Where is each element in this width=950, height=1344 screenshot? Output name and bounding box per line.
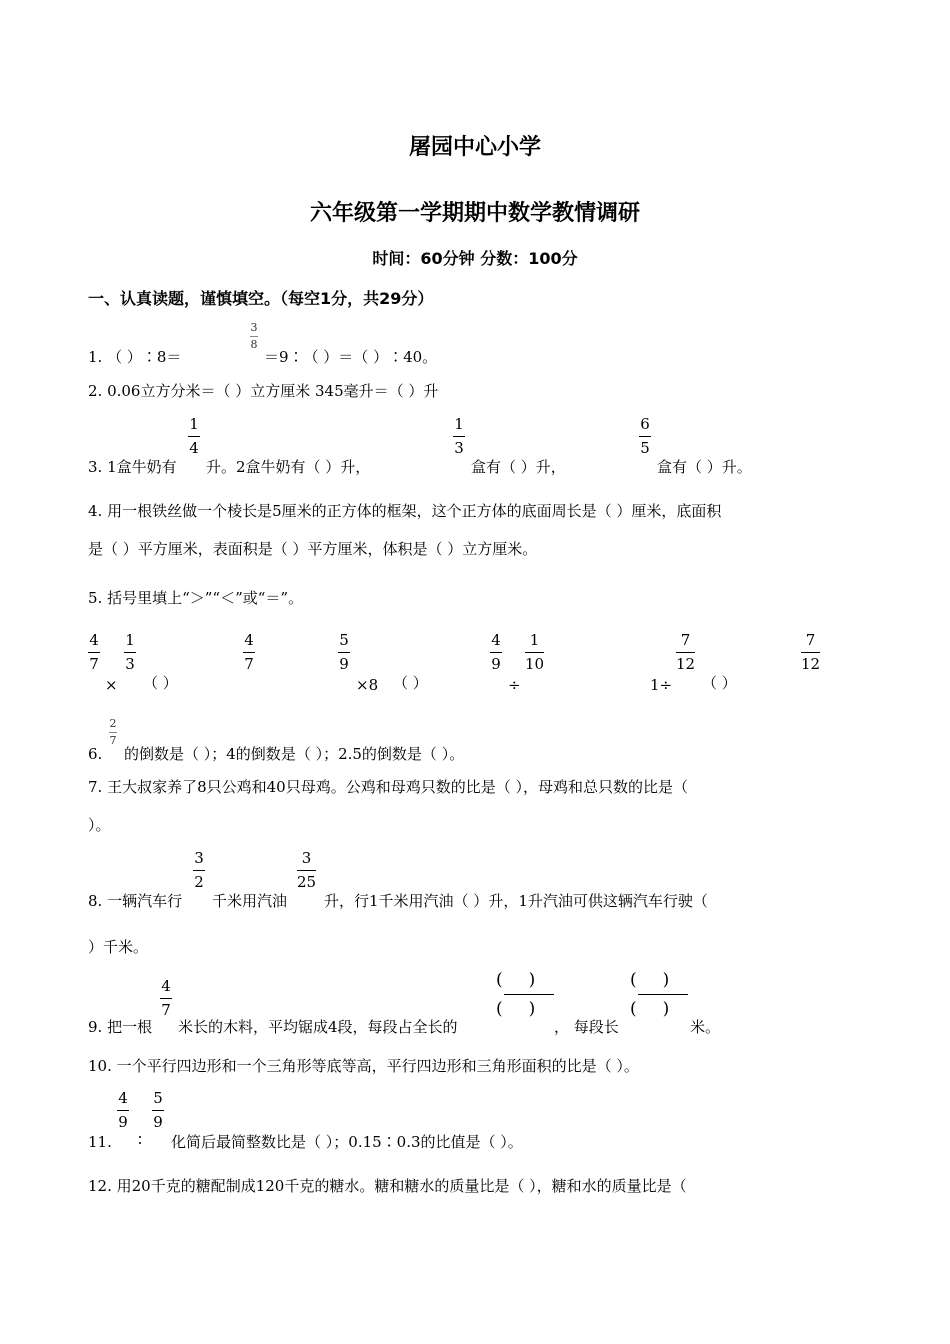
denominator: 10 (525, 655, 545, 673)
denominator: 9 (339, 655, 349, 673)
question-12: 12. 用20千克的糖配制成120千克的糖水。糖和糖水的质量比是（ ），糖和水的质量比是（ (88, 1177, 687, 1195)
numerator: 2 (109, 717, 117, 730)
q5-fraction-8 (801, 632, 820, 673)
q9-b: 米长的木料，平均锯成4段，每段占全长的 (178, 1018, 458, 1036)
denominator: 9 (153, 1113, 163, 1131)
denominator: 2 (194, 873, 204, 891)
q3-a: 3. 1盒牛奶有 (88, 458, 177, 476)
q1-fraction (250, 322, 258, 351)
q1-text: 1. （ ）∶8＝ (88, 348, 182, 366)
q5-blank-3[interactable]: （ ） (702, 674, 737, 692)
numerator: 7 (680, 631, 691, 649)
denominator: 5 (640, 439, 650, 457)
q6-text: 的倒数是（ ）；4的倒数是（ ）；2.5的倒数是（ ）。 (124, 745, 465, 763)
denominator-blank[interactable]: () (630, 999, 696, 1019)
q8-line-2: ）千米。 (88, 938, 149, 956)
question-10: 10. 一个平行四边形和一个三角形等底等高，平行四边形和三角形面积的比是（ ）。 (88, 1057, 639, 1075)
numerator: 4 (491, 631, 501, 649)
school-name: 屠园中心小学 (408, 135, 541, 160)
q5-fraction-2 (124, 632, 136, 673)
denominator: 12 (801, 655, 821, 673)
denominator: 12 (676, 655, 696, 673)
q3-c: 盒有（ ）升， (471, 458, 566, 476)
q5-text: 5. 括号里填上“＞”“＜”或“＝”。 (88, 589, 304, 607)
numerator: 3 (250, 321, 258, 334)
q5-fraction-4 (338, 632, 350, 673)
q8-fraction-1 (193, 850, 205, 891)
q5-divide: ÷ (508, 676, 521, 694)
q9-answer-fraction-1[interactable] (496, 970, 561, 1019)
numerator-blank[interactable]: () (630, 970, 696, 990)
numerator: 1 (454, 415, 464, 433)
denominator: 7 (161, 1001, 171, 1019)
denominator: 7 (89, 655, 99, 673)
question-2: 2. 0.06立方分米＝（ ）立方厘米 345毫升＝（ ）升 (88, 382, 439, 400)
numerator: 1 (125, 631, 135, 649)
denominator: 25 (297, 873, 317, 891)
question-7-line-1: 7. 王大叔家养了8只公鸡和40只母鸡。公鸡和母鸡只数的比是（ ），母鸡和总只数的比是（ (88, 778, 688, 796)
numerator: 5 (153, 1089, 163, 1107)
q9-d: 米。 (690, 1018, 721, 1036)
question-4-line-2: 是（ ）平方厘米，表面积是（ ）平方厘米，体积是（ ）立方厘米。 (88, 540, 538, 558)
q3-fraction-3 (639, 416, 651, 457)
exam-info: 时间：60分钟 分数：100分 (372, 249, 578, 268)
q8-b: 千米用汽油 (212, 892, 288, 910)
denominator: 3 (125, 655, 135, 673)
numerator-blank[interactable]: () (496, 970, 562, 990)
q5-fraction-7 (676, 632, 695, 673)
q6-fraction (109, 718, 117, 747)
q3-b: 升。2盒牛奶有（ ）升， (206, 458, 371, 476)
page-title: 六年级第一学期期中数学教情调研 (309, 201, 640, 226)
q9-a: 9. 把一根 (88, 1018, 153, 1036)
numerator: 3 (194, 849, 204, 867)
q5-times-8: ×8 (356, 676, 379, 694)
q11-text: 化简后最简整数比是（ ）；0.15∶0.3的比值是（ ）。 (171, 1133, 523, 1151)
numerator: 3 (301, 849, 312, 867)
question-7-line-2: ）。 (88, 816, 111, 834)
question-4-line-1: 4. 用一根铁丝做一个棱长是5厘米的正方体的框架，这个正方体的底面周长是（ ）厘米，底面积 (88, 502, 722, 520)
numerator: 4 (118, 1089, 128, 1107)
denominator: 9 (491, 655, 501, 673)
numerator: 1 (529, 631, 540, 649)
denominator: 7 (109, 734, 117, 747)
denominator: 9 (118, 1113, 128, 1131)
q5-fraction-5 (490, 632, 502, 673)
q9-answer-fraction-2[interactable] (630, 970, 695, 1019)
q3-d: 盒有（ ）升。 (657, 458, 752, 476)
q11-fraction-1 (117, 1090, 129, 1131)
q8-c: 升，行1千米用汽油（ ）升，1升汽油可供这辆汽车行驶（ (324, 892, 708, 910)
numerator: 5 (339, 631, 349, 649)
q5-blank-1[interactable]: （ ） (143, 674, 178, 692)
q5-one-divide: 1÷ (650, 676, 673, 694)
q9-fraction (160, 978, 172, 1019)
q6-number: 6. (88, 745, 103, 763)
q11-number: 11. (88, 1133, 112, 1151)
q5-fraction-6 (525, 632, 544, 673)
numerator: 4 (161, 977, 171, 995)
q11-fraction-2 (152, 1090, 164, 1131)
numerator: 1 (189, 415, 199, 433)
numerator: 4 (89, 631, 99, 649)
numerator: 7 (805, 631, 816, 649)
numerator: 6 (640, 415, 650, 433)
q1-rest: ＝9∶（ ）＝（ ）∶40。 (264, 348, 438, 366)
denominator: 4 (189, 439, 199, 457)
numerator: 4 (244, 631, 254, 649)
q11-colon: ∶ (138, 1131, 142, 1149)
denominator: 3 (454, 439, 464, 457)
q5-blank-2[interactable]: （ ） (393, 674, 428, 692)
section-heading: 一、认真读题，谨慎填空。（每空1分，共29分） (88, 289, 434, 308)
q5-times: × (105, 676, 118, 694)
q3-fraction-2 (453, 416, 465, 457)
q5-fraction-3 (243, 632, 255, 673)
q8-fraction-2 (297, 850, 316, 891)
q8-a: 8. 一辆汽车行 (88, 892, 183, 910)
q9-c: ， 每段长 (554, 1018, 619, 1036)
q5-fraction-1 (88, 632, 100, 673)
denominator-blank[interactable]: () (496, 999, 562, 1019)
denominator: 7 (244, 655, 254, 673)
q3-fraction-1 (188, 416, 200, 457)
denominator: 8 (250, 338, 258, 351)
